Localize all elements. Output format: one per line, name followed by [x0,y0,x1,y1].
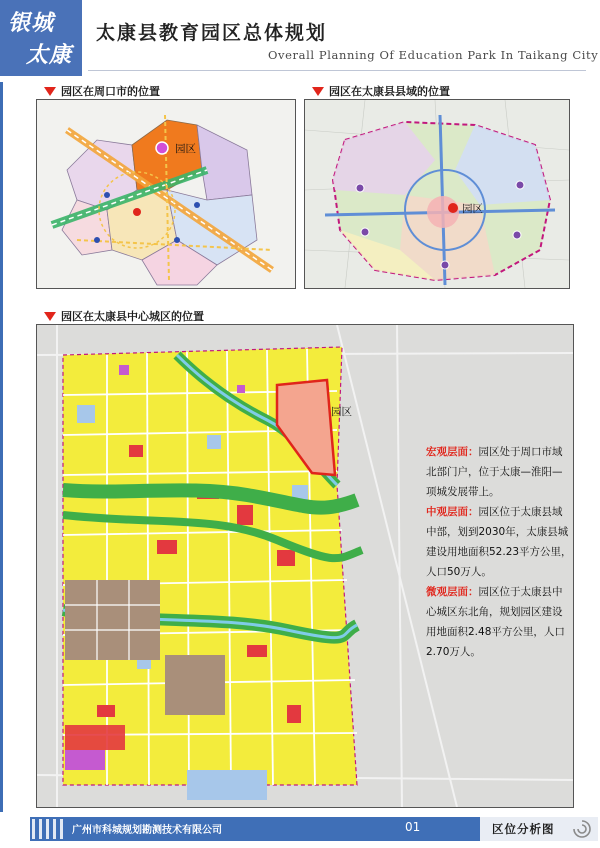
zhoukou-park-label: 园区 [175,143,196,155]
section-label-county: 园区在太康县县域的位置 [329,85,450,98]
section-heading-county [312,83,450,99]
map-zhoukou [36,99,296,289]
title-divider [88,70,586,71]
meso-paragraph [426,502,572,582]
page-subtitle: Overall Planning Of Education Park In Taikang City [268,48,599,62]
page-title: 太康县教育园区总体规划 [96,22,328,44]
meso-label: 中观层面： [426,506,479,518]
logo-text-1: 银城 [8,10,55,36]
section-label-zhoukou: 园区在周口市的位置 [61,85,160,98]
red-triangle-icon [312,87,324,96]
description-panel [426,442,572,662]
city-logo [0,0,82,76]
section-heading-center [44,308,204,324]
footer-stripes-decoration [30,817,70,841]
section-label-center: 园区在太康县中心城区的位置 [61,310,204,323]
macro-label: 宏观层面： [426,446,479,458]
page-number: 01 [405,820,421,834]
zhoukou-map-graphic [37,100,295,288]
red-triangle-icon [44,312,56,321]
micro-label: 微观层面： [426,586,479,598]
macro-paragraph [426,442,572,502]
micro-text: 园区位于太康县中心城区东北角，规划园区建设用地面积2.48平方公里，人口2.70万人。 [426,586,565,658]
micro-paragraph [426,582,572,662]
meso-text: 园区位于太康县域中部，划到2030年，太康县城建设用地面积52.23平方公里，人口50万人。 [426,506,572,578]
red-triangle-icon [44,87,56,96]
spiral-logo-icon [572,819,592,839]
map-county [304,99,570,289]
center-park-label: 园区 [331,406,352,418]
footer-page-label: 区位分析图 [492,822,555,836]
macro-text: 园区处于周口市域北部门户，位于太康—淮阳—项城发展带上。 [426,446,563,498]
footer-company: 广州市科城规划勘测技术有限公司 [72,825,222,836]
logo-text-2: 太康 [26,42,73,68]
side-divider [0,82,3,812]
section-heading-zhoukou [44,83,160,99]
county-map-graphic [305,100,569,288]
county-park-label: 园区 [462,203,483,215]
